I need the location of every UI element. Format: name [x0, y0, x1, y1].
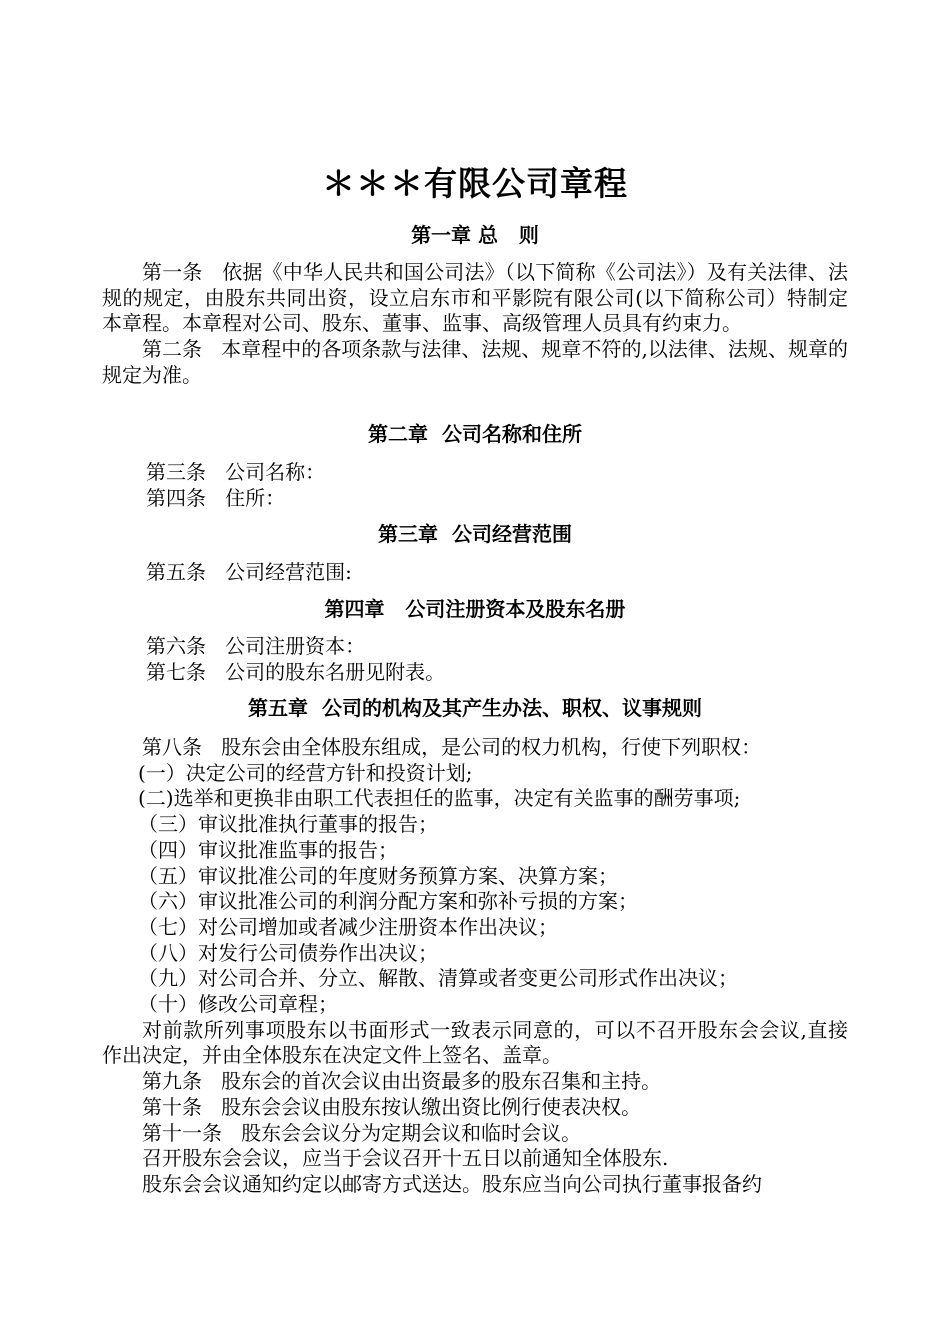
- article-7: 第七条 公司的股东名册见附表。: [146, 659, 446, 684]
- chapter-1-body: [102, 260, 848, 389]
- article-10: 第十条 股东会会议由股东按认缴出资比例行使表决权。: [142, 1094, 642, 1119]
- power-item-6: （六）审议批准公司的利润分配方案和弥补亏损的方案；: [138, 889, 638, 914]
- chapter-5-heading: 第五章 公司的机构及其产生办法、职权、议事规则: [248, 696, 702, 720]
- power-item-8: （八）对发行公司债券作出决议；: [138, 940, 438, 965]
- notice-delivery-paragraph: 股东会会议通知约定以邮寄方式送达。股东应当向公司执行董事报备约: [142, 1171, 762, 1196]
- article-4: 第四条 住所：: [146, 485, 286, 510]
- unanimous-consent-paragraph: 对前款所列事项股东以书面形式一致表示同意的，可以不召开股东会会议,直接作出决定，并由全体股东在决定文件上签名、盖章。: [102, 1017, 848, 1068]
- article-2: 第二条 本章程中的各项条款与法律、法规、规章不符的,以法律、法规、规章的规定为准。: [102, 337, 848, 387]
- article-3: 第三条 公司名称：: [146, 460, 326, 484]
- power-item-10: （十）修改公司章程；: [138, 992, 338, 1017]
- chapter-3-body: [102, 560, 848, 586]
- chapter-3-heading: 第三章 公司经营范围: [378, 522, 572, 546]
- chapter-5-body: [102, 735, 848, 1198]
- power-item-3: （三）审议批准执行董事的报告；: [138, 812, 438, 837]
- document-title: ＊＊＊有限公司章程: [322, 164, 628, 203]
- power-item-9: （九）对公司合并、分立、解散、清算或者变更公司形式作出决议；: [138, 966, 738, 991]
- power-item-4: （四）审议批准监事的报告；: [138, 837, 398, 862]
- power-item-7: （七）对公司增加或者减少注册资本作出决议；: [138, 914, 558, 939]
- article-9: 第九条 股东会的首次会议由出资最多的股东召集和主持。: [142, 1069, 662, 1094]
- article-8: 第八条 股东会由全体股东组成，是公司的权力机构，行使下列职权：: [142, 735, 762, 759]
- power-item-1: (一）决定公司的经营方针和投资计划;: [138, 760, 473, 785]
- article-6: 第六条 公司注册资本：: [146, 634, 366, 658]
- chapter-1-heading: 第一章 总 则: [411, 223, 539, 247]
- article-11: 第十一条 股东会会议分为定期会议和临时会议。: [142, 1120, 582, 1145]
- chapter-2-heading: 第二章 公司名称和住所: [368, 422, 582, 446]
- power-item-5: （五）审议批准公司的年度财务预算方案、决算方案；: [138, 863, 618, 888]
- article-1: 第一条 依据《中华人民共和国公司法》（以下简称《公司法》）及有关法律、法规的规定，由股东共同出资，设立启东市和平影院有限公司(以下简称公司）特制定本章程。本章程对公司、股东、董事、监事、高级管理人员具有约束力。: [102, 260, 848, 336]
- meeting-notice-paragraph: 召开股东会会议，应当于会议召开十五日以前通知全体股东.: [142, 1146, 669, 1171]
- power-item-2: (二)选举和更换非由职工代表担任的监事，决定有关监事的酬劳事项;: [138, 786, 741, 811]
- chapter-4-heading: 第四章 公司注册资本及股东名册: [324, 597, 626, 621]
- article-5: 第五条 公司经营范围:: [146, 560, 352, 584]
- chapter-2-body: [102, 460, 848, 511]
- chapter-4-body: [102, 634, 848, 685]
